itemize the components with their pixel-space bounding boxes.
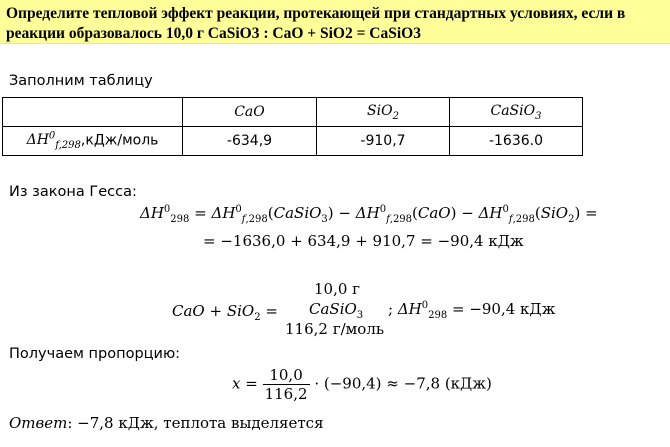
table-header-sio2: SiO$_2$ [317, 98, 450, 127]
proportion-equation [232, 366, 492, 403]
reaction-mass: 10,0 г [314, 280, 361, 298]
answer-label: Ответ [9, 414, 68, 432]
answer [9, 414, 324, 432]
proportion-lhs: x = [232, 374, 258, 393]
table-row [3, 127, 583, 156]
reaction-molar-mass: 116,2 г/моль [285, 320, 385, 338]
hess-equation-line-1: $\Delta H^0_{298}$ = $\Delta H^0_{f,298}(CaSiO_3) - \Delta H^0_{f,298}(CaO) - \Delta H^0_{f,298}(SiO_2)$ = [140, 204, 598, 225]
reaction-left: CaO + SiO$_2$ = [172, 302, 278, 323]
table-cell-cao: -634,9 [183, 127, 317, 156]
proportion-denominator: 116,2 [264, 385, 308, 403]
table-header-empty [3, 98, 183, 127]
table-cell-sio2: -910,7 [317, 127, 450, 156]
thermo-table [2, 97, 583, 156]
proportion-rest: · (−90,4) ≈ −7,8 (кДж) [314, 374, 492, 393]
proportion-fraction [263, 366, 310, 403]
table-header-cao: CaO [183, 98, 317, 127]
reaction-product: CaSiO$_3$ [309, 300, 364, 321]
hess-label: Из закона Гесса: [9, 184, 137, 200]
answer-text: : −7,8 кДж, теплота выделяется [67, 414, 324, 432]
table-header-row [3, 98, 583, 127]
hess-equation-line-2: = −1636,0 + 634,9 + 910,7 = −90,4 кДж [203, 232, 524, 250]
problem-line-1: Определите тепловой эффект реакции, протекающей при стандартных условиях, если в [6, 5, 626, 22]
fill-table-label: Заполним таблицу [9, 73, 153, 89]
table-row-label: $\Delta H^0_{f,298},кДж$/моль [3, 127, 183, 156]
problem-line-2: реакции образовалось 10,0 г CaSiO3 : CaO + SiO2 = CaSiO3 [6, 25, 421, 42]
table-header-casio3: CaSiO$_3$ [450, 98, 583, 127]
proportion-label: Получаем пропорцию: [9, 346, 181, 362]
proportion-numerator: 10,0 [263, 366, 310, 385]
reaction-result: ; $\Delta H^0_{298} = -90,4$ кДж [388, 300, 556, 321]
table-cell-casio3: -1636.0 [450, 127, 583, 156]
problem-statement [0, 0, 670, 44]
